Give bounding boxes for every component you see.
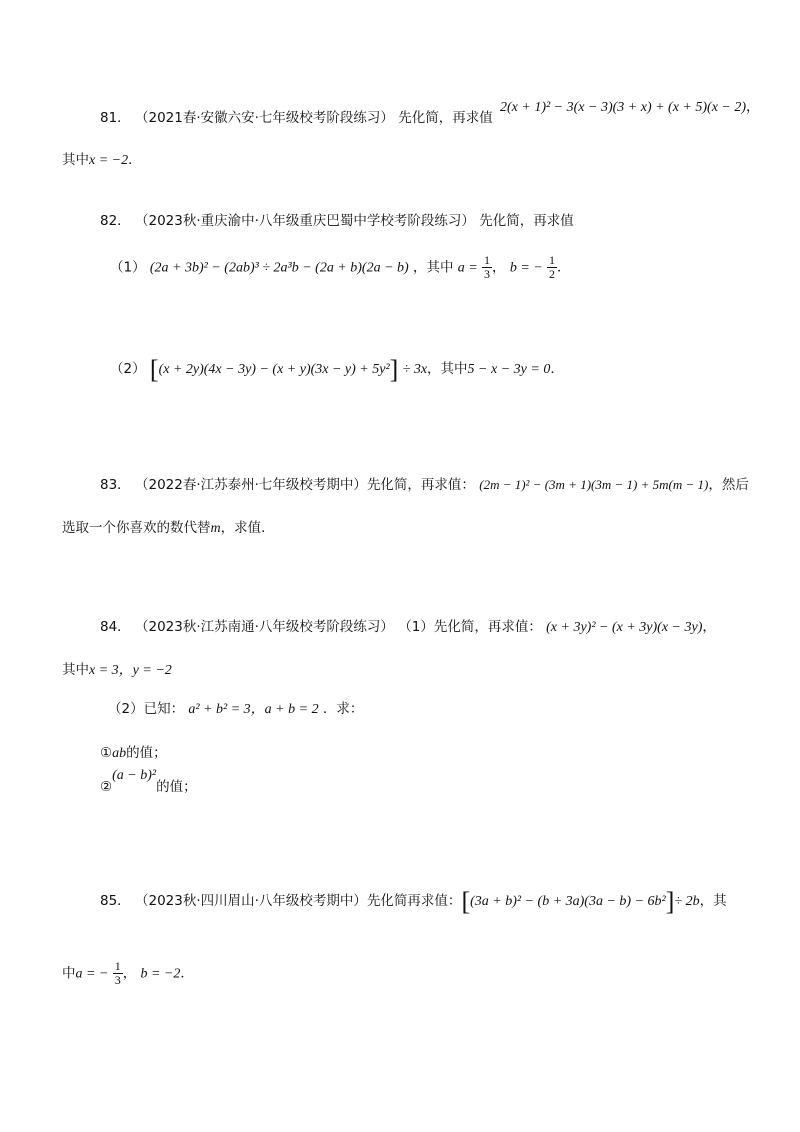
condition-prefix: ，其中: [427, 361, 468, 377]
math-variable: ab: [112, 746, 127, 761]
left-bracket: [: [461, 887, 471, 916]
condition-prefix: 其中: [62, 152, 89, 168]
condition-prefix: 中: [62, 965, 76, 982]
problem-source: （2023秋·四川眉山·八年级校考期中）: [134, 893, 367, 909]
problem-82-part2: [110, 355, 564, 384]
problem-84-condition: [62, 661, 172, 680]
punctuation: ．: [557, 259, 571, 276]
problem-instruction: 先化简再求值：: [366, 893, 462, 909]
math-expression: (a − b)²: [112, 768, 157, 783]
problem-84-q1: [100, 744, 167, 763]
problem-81-expression: [500, 99, 760, 117]
math-expression: (2m − 1)² − (3m + 1)(3m − 1) + 5m(m − 1): [479, 477, 709, 492]
left-bracket: [: [149, 355, 159, 384]
problem-number: 83．: [100, 477, 131, 493]
math-expression: (2a + 3b)² − (2ab)³ ÷ 2a³b − (2a + b)(2a − b): [149, 260, 409, 276]
problem-number: 82．: [100, 213, 131, 229]
math-a-lhs: a =: [457, 260, 478, 276]
problem-85-line1: [100, 887, 727, 916]
math-divisor: ÷ 3x: [402, 362, 428, 377]
right-bracket: ]: [389, 355, 399, 384]
problem-source: （2023秋·江苏南通·八年级校考阶段练习）: [134, 619, 394, 635]
problem-text: 选取一个你喜欢的数代替: [62, 520, 211, 536]
math-expression: 2(x + 1)² − 3(x − 3)(3 + x) + (x + 5)(x − 2): [500, 100, 747, 115]
part-label: （2）已知：: [108, 701, 185, 717]
separator: ，: [492, 259, 506, 276]
fraction-b: [547, 254, 557, 281]
math-b-lhs: b = −: [509, 260, 543, 276]
question-text: 的值；: [126, 745, 167, 761]
math-expression: (x + 3y)² − (x + 3y)(x − 3y): [546, 620, 703, 635]
separator: ，: [122, 965, 137, 982]
problem-81-condition: [62, 151, 142, 170]
problem-text-end: ，求值．: [220, 520, 275, 536]
math-variable: m: [210, 521, 221, 536]
problem-instruction: 先化简，再求值: [398, 110, 493, 126]
fraction-denominator: 3: [484, 267, 491, 281]
punctuation: ，其: [699, 893, 727, 909]
fraction-numerator: 1: [549, 253, 556, 267]
condition-prefix: 其中: [62, 662, 89, 678]
problem-source: （2023秋·重庆渝中·八年级重庆巴蜀中学校考阶段练习）: [134, 213, 475, 229]
fraction-numerator: 1: [484, 253, 491, 267]
condition-math: x = 3，y = −2: [89, 663, 172, 678]
math-a-lhs: a = −: [75, 966, 109, 982]
problem-number: 85．: [100, 893, 131, 909]
problem-instruction: 先化简，再求值：: [366, 477, 475, 493]
condition-math: x = −2: [89, 153, 129, 168]
punctuation: ，: [746, 100, 761, 115]
fraction-numerator: 1: [114, 959, 121, 973]
problem-84-line1: [100, 618, 716, 637]
math-expression: (x + 2y)(4x − 3y) − (x + y)(3x − y) + 5y²: [158, 362, 390, 377]
punctuation: ．: [128, 152, 142, 168]
problem-84-part2: [108, 700, 363, 719]
problem-source: （2021春·安徽六安·七年级校考阶段练习）: [134, 110, 394, 126]
problem-83-line2: [62, 519, 275, 538]
problem-source: （2022春·江苏泰州·七年级校考期中）: [134, 477, 367, 493]
problem-84-q2: [100, 768, 197, 797]
problem-85-condition: [62, 960, 194, 987]
punctuation: ．: [180, 965, 194, 982]
problem-instruction: 先化简，再求值: [479, 213, 574, 229]
question-text: 的值；: [156, 779, 197, 795]
circled-number: ②: [100, 779, 113, 795]
problem-82-part1: [110, 254, 571, 281]
fraction-denominator: 2: [549, 267, 556, 281]
punctuation: ，然后: [708, 477, 749, 493]
math-divisor: ÷ 2b: [674, 894, 700, 909]
math-expression: (3a + b)² − (b + 3a)(3a − b) − 6b²: [470, 894, 666, 909]
fraction-a: [113, 960, 123, 987]
problem-82-line1: [100, 212, 574, 230]
circled-number: ①: [100, 745, 113, 761]
math-condition: a² + b² = 3，a + b = 2: [188, 702, 319, 717]
problem-number: 84．: [100, 619, 131, 635]
punctuation: ，: [702, 619, 716, 635]
problem-number: 81．: [100, 110, 131, 126]
condition-math: b = −2: [140, 966, 181, 982]
problem-instruction: （1）先化简，再求值：: [398, 619, 542, 635]
part-label: （2）: [110, 361, 146, 377]
fraction-denominator: 3: [114, 973, 121, 987]
right-bracket: ]: [665, 887, 675, 916]
punctuation: ．求：: [322, 701, 364, 717]
fraction-a: [482, 254, 492, 281]
part-label: （1）: [110, 259, 146, 276]
condition-math: 5 − x − 3y = 0: [467, 362, 551, 377]
condition-prefix: ，其中: [413, 259, 454, 276]
problem-81-line1: [100, 109, 493, 127]
problem-83-line1: [100, 476, 749, 494]
punctuation: ．: [550, 361, 564, 377]
